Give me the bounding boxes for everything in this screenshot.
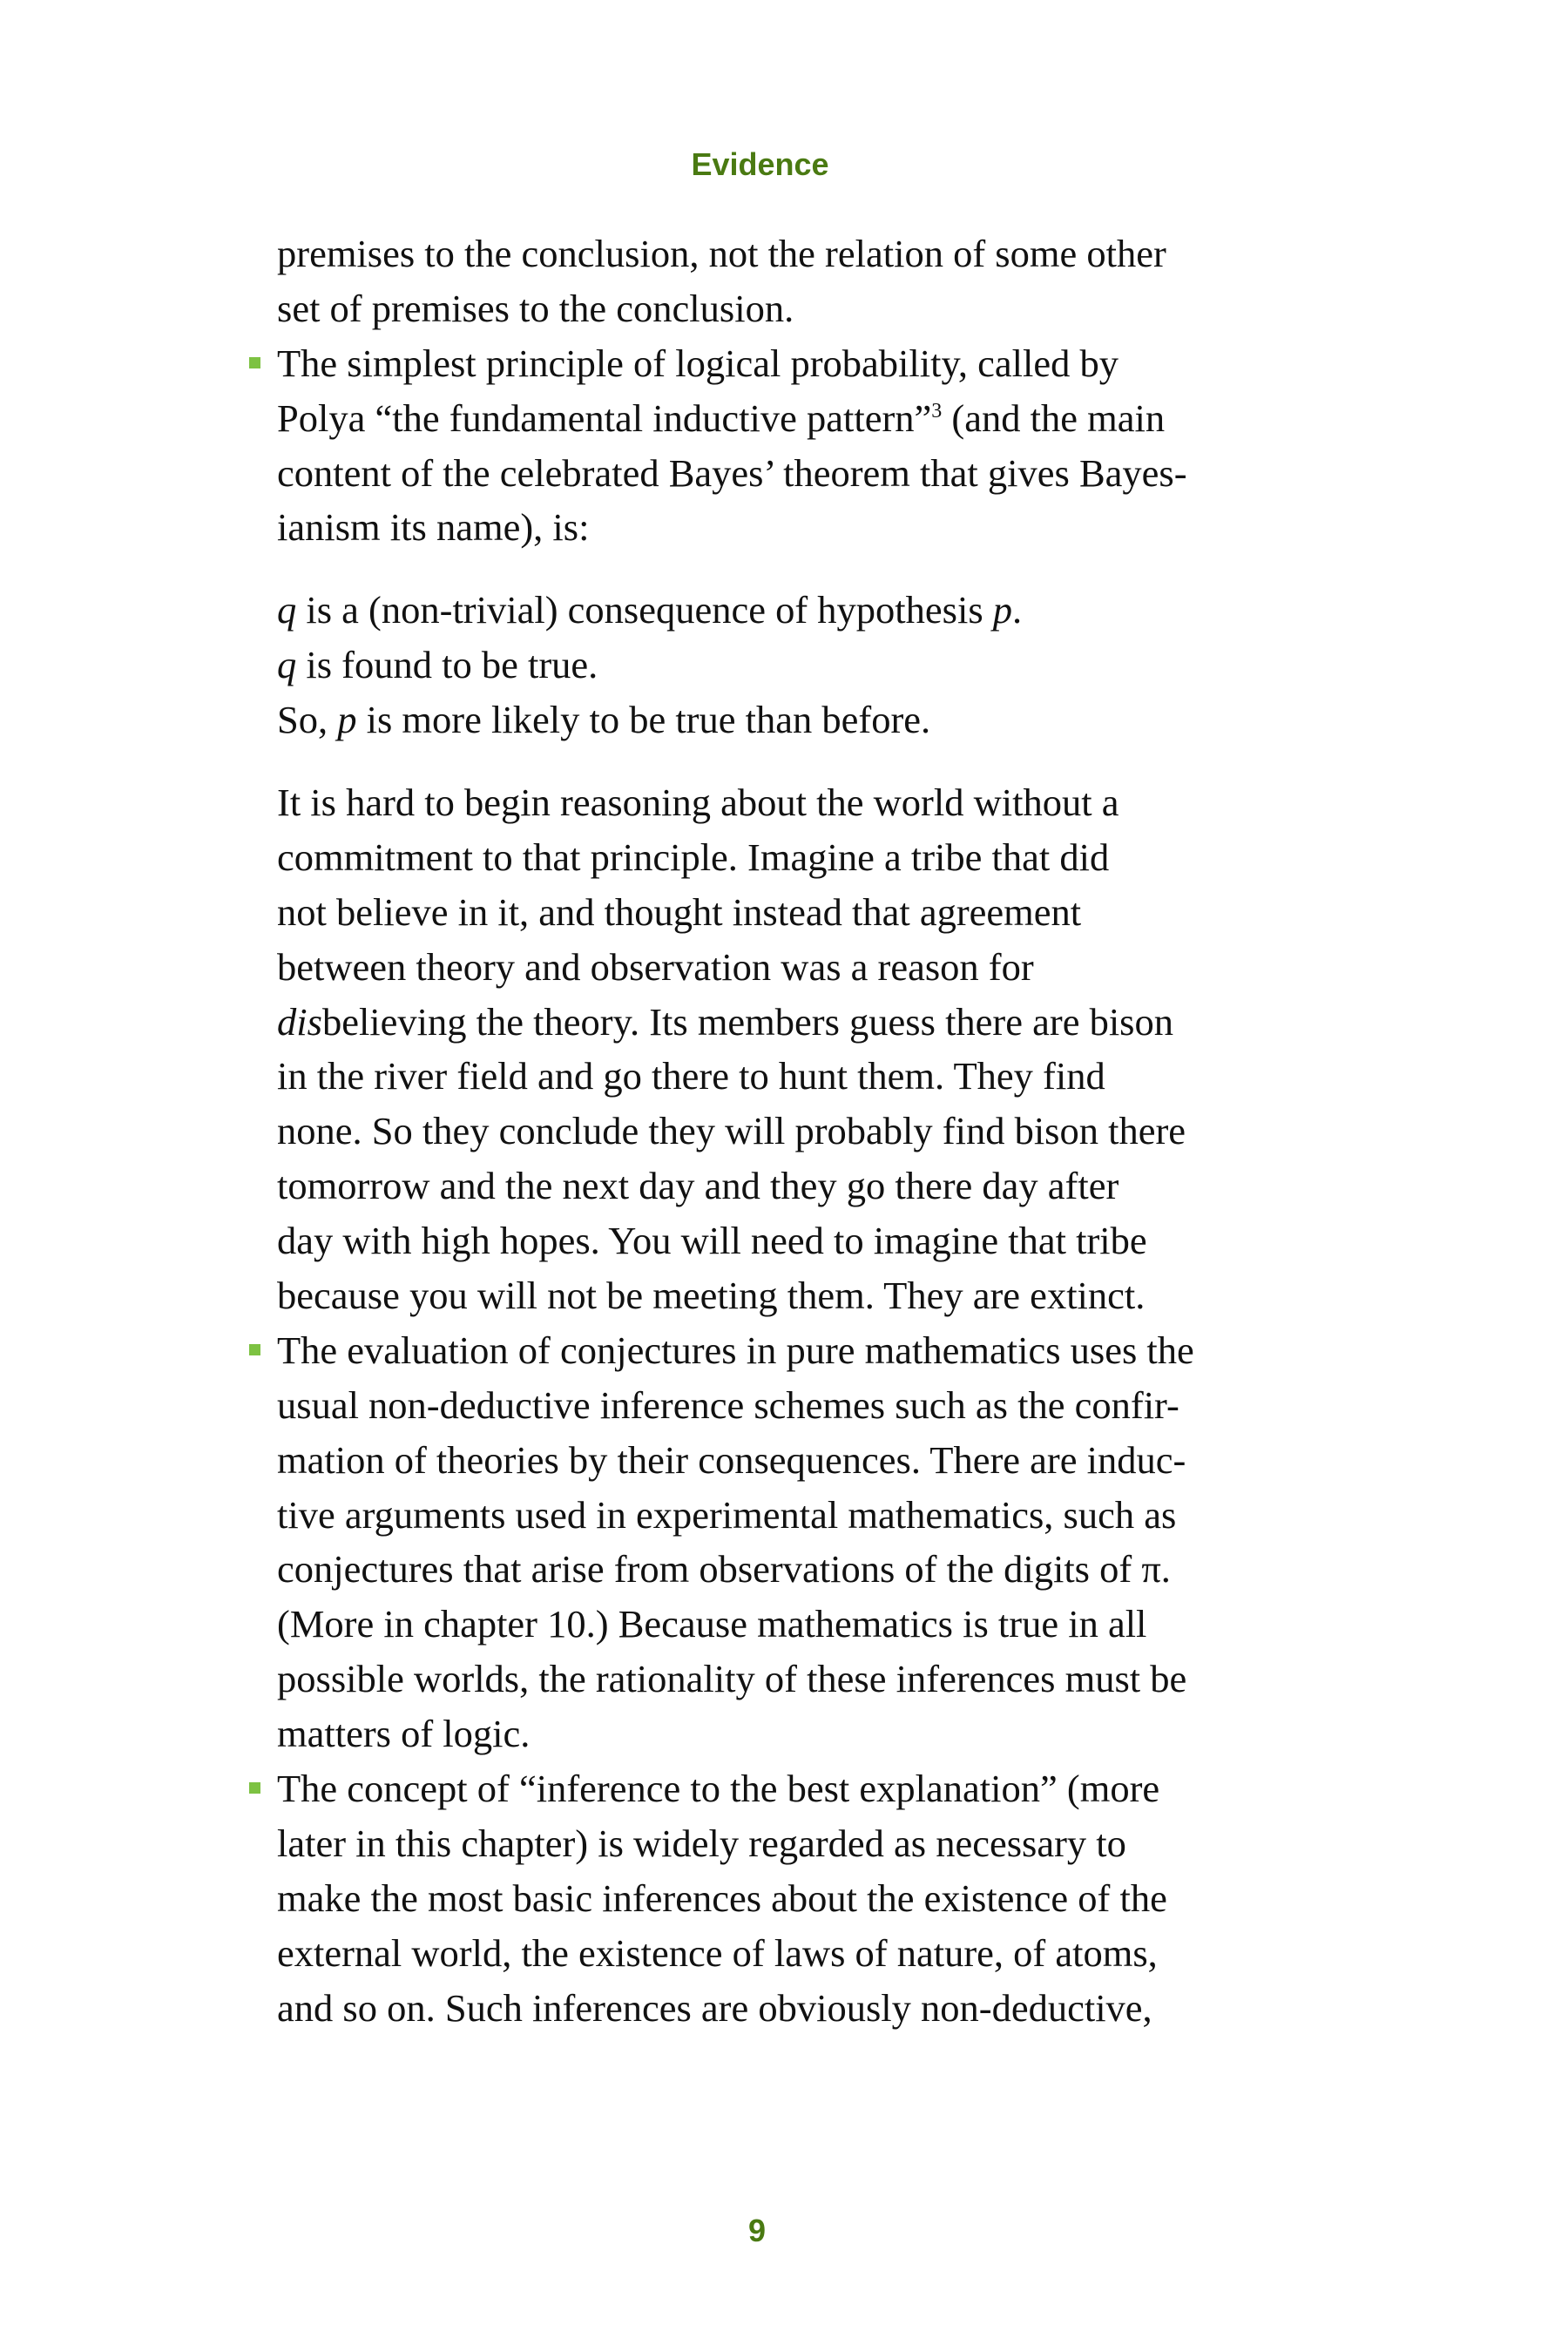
square-bullet-icon — [249, 1344, 260, 1355]
paragraph — [277, 226, 1357, 336]
text-run: between theory and observation was a reason for — [277, 944, 1034, 989]
text-line — [277, 1597, 1357, 1652]
text-line — [277, 1378, 1357, 1433]
text-run: make the most basic inferences about the existence of the — [277, 1876, 1167, 1920]
bullet-item — [277, 336, 1357, 556]
footnote-ref: 3 — [931, 399, 943, 422]
text-line — [277, 1049, 1357, 1104]
text-line — [277, 775, 1357, 830]
text-run: matters of logic. — [277, 1712, 531, 1756]
text-line — [277, 1213, 1357, 1268]
text-line — [277, 1761, 1357, 1816]
text-run: and so on. Such inferences are obviously non-deductive, — [277, 1985, 1152, 2030]
text-line — [277, 1488, 1357, 1543]
text-line — [277, 830, 1357, 885]
text-run: later in this chapter) is widely regarded as necessary to — [277, 1821, 1126, 1865]
italic-text: dis — [277, 999, 322, 1044]
text-run: So, — [277, 698, 338, 742]
text-run: content of the celebrated Bayes’ theorem that gives Bayes- — [277, 450, 1187, 495]
text-run: because you will not be meeting them. They are extinct. — [277, 1274, 1146, 1318]
text-run: commitment to that principle. Imagine a tribe that did — [277, 835, 1110, 879]
text-line — [277, 1926, 1357, 1981]
paragraph — [277, 583, 1357, 747]
page-body — [277, 226, 1357, 2036]
text-line — [277, 583, 1357, 638]
running-head: Evidence — [691, 146, 829, 182]
text-line — [277, 500, 1357, 555]
text-run: possible worlds, the rationality of these inferences must be — [277, 1657, 1187, 1701]
text-run: premises to the conclusion, not the relation of some other — [277, 232, 1166, 275]
text-run: set of premises to the conclusion. — [277, 286, 794, 330]
text-line — [277, 995, 1357, 1050]
text-line — [277, 1707, 1357, 1761]
square-bullet-icon — [249, 1782, 260, 1794]
text-run: (and the main — [942, 395, 1166, 440]
text-line — [277, 1542, 1357, 1597]
text-line — [277, 336, 1357, 391]
italic-text: p — [337, 698, 357, 742]
text-run: believing the theory. Its members guess there are bison — [321, 999, 1174, 1044]
text-line — [277, 1433, 1357, 1488]
text-run: The evaluation of conjectures in pure mathematics uses the — [277, 1328, 1194, 1372]
text-line — [277, 446, 1357, 501]
text-line — [277, 693, 1357, 747]
text-line — [277, 281, 1357, 336]
text-line — [277, 1652, 1357, 1707]
text-run: . — [1012, 588, 1023, 632]
text-line — [277, 1159, 1357, 1213]
text-run: Polya “the fundamental inductive pattern” — [277, 395, 932, 440]
text-run: usual non-deductive inference schemes such as the confir- — [277, 1382, 1179, 1427]
text-line — [277, 940, 1357, 995]
text-run: tomorrow and the next day and they go there day after — [277, 1164, 1119, 1208]
text-line — [277, 226, 1357, 281]
text-run: is more likely to be true than before. — [356, 698, 931, 742]
text-run: is found to be true. — [296, 643, 598, 687]
text-run: It is hard to begin reasoning about the world without a — [277, 781, 1119, 825]
text-run: is a (non-trivial) consequence of hypothesis — [296, 588, 993, 632]
text-run: The simplest principle of logical probability, called by — [277, 341, 1119, 385]
italic-text: q — [277, 643, 297, 687]
text-run: not believe in it, and thought instead that agreement — [277, 889, 1082, 934]
text-run: tive arguments used in experimental mathematics, such as — [277, 1492, 1177, 1537]
text-run: (More in chapter 10.) Because mathematics is true in all — [277, 1602, 1147, 1646]
text-line — [277, 1816, 1357, 1871]
text-run: ianism its name), is: — [277, 505, 590, 550]
text-run: day with high hopes. You will need to imagine that tribe — [277, 1219, 1147, 1263]
text-line — [277, 1981, 1357, 2036]
bullet-item — [277, 1323, 1357, 1761]
text-run: in the river field and go there to hunt them. They find — [277, 1054, 1105, 1098]
paragraph — [277, 775, 1357, 1323]
text-line — [277, 638, 1357, 693]
text-line — [277, 885, 1357, 940]
text-line — [277, 1268, 1357, 1323]
text-line — [277, 1871, 1357, 1926]
text-run: conjectures that arise from observations of the digits of π. — [277, 1547, 1171, 1592]
text-run: The concept of “inference to the best explanation” (more — [277, 1767, 1160, 1811]
text-run: mation of theories by their consequences. There are induc- — [277, 1437, 1186, 1482]
text-run: none. So they conclude they will probably find bison there — [277, 1109, 1186, 1153]
square-bullet-icon — [249, 357, 260, 368]
page-number: 9 — [747, 2213, 767, 2248]
text-line — [277, 1323, 1357, 1378]
text-line — [277, 391, 1357, 446]
bullet-item — [277, 1761, 1357, 2035]
text-line — [277, 1104, 1357, 1159]
italic-text: q — [277, 588, 297, 632]
italic-text: p — [992, 588, 1013, 632]
text-run: external world, the existence of laws of nature, of atoms, — [277, 1930, 1158, 1975]
